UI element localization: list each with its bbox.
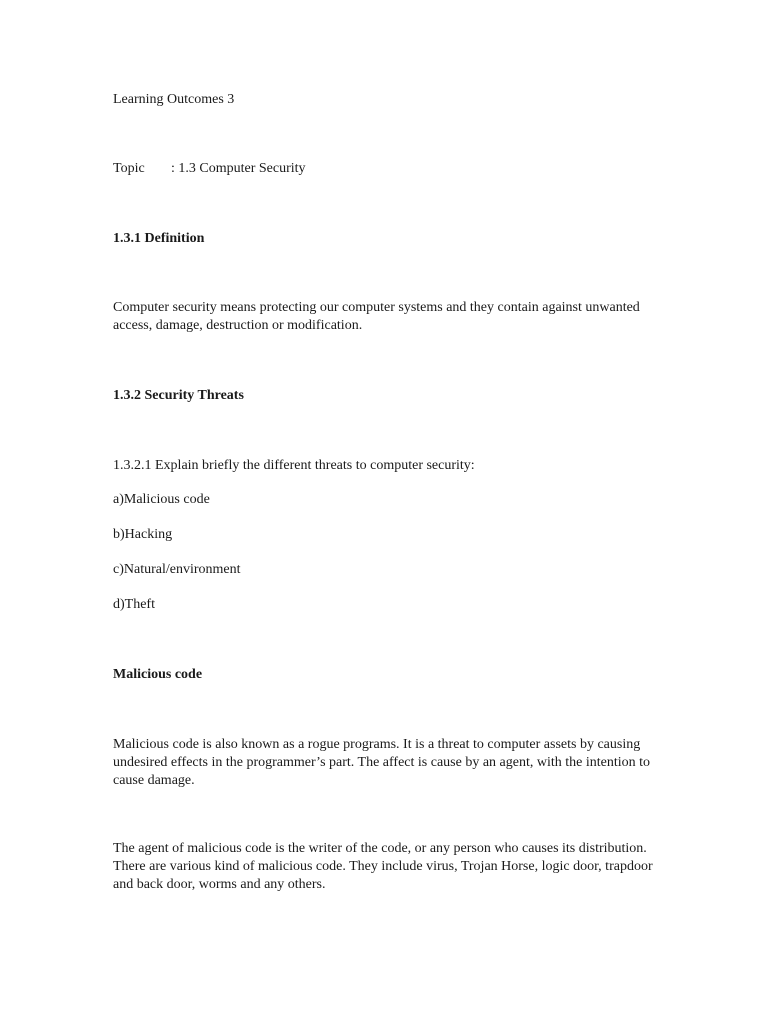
threat-list-item: b)Hacking (113, 527, 173, 542)
threats-question: 1.3.2.1 Explain briefly the different threats to computer security: (113, 458, 475, 473)
learning-outcome-title: Learning Outcomes 3 (113, 92, 235, 107)
definition-heading: 1.3.1 Definition (113, 231, 205, 246)
malicious-code-paragraph: Malicious code is also known as a rogue programs. It is a threat to computer assets by causing undesired effects in the programmer’s part. The affect is cause by an agent, with the intention to cause damage. (113, 737, 651, 788)
topic-label: Topic (113, 161, 145, 176)
definition-text: Computer security means protecting our computer systems and they contain against unwanted access, damage, destruction or modification. (113, 300, 640, 333)
threat-list-item: a)Malicious code (113, 492, 210, 507)
threat-list-item: c)Natural/environment (113, 562, 241, 577)
topic-value: : 1.3 Computer Security (171, 161, 306, 176)
security-threats-heading: 1.3.2 Security Threats (113, 388, 244, 403)
topic-line (113, 160, 306, 178)
threat-list-item: d)Theft (113, 597, 155, 612)
malicious-agent-paragraph: The agent of malicious code is the writer of the code, or any person who causes its distribution. There are various kind of malicious code. They include virus, Trojan Horse, logic door, trapdoor and back door, worms and any others. (113, 841, 653, 892)
malicious-code-heading: Malicious code (113, 667, 203, 682)
